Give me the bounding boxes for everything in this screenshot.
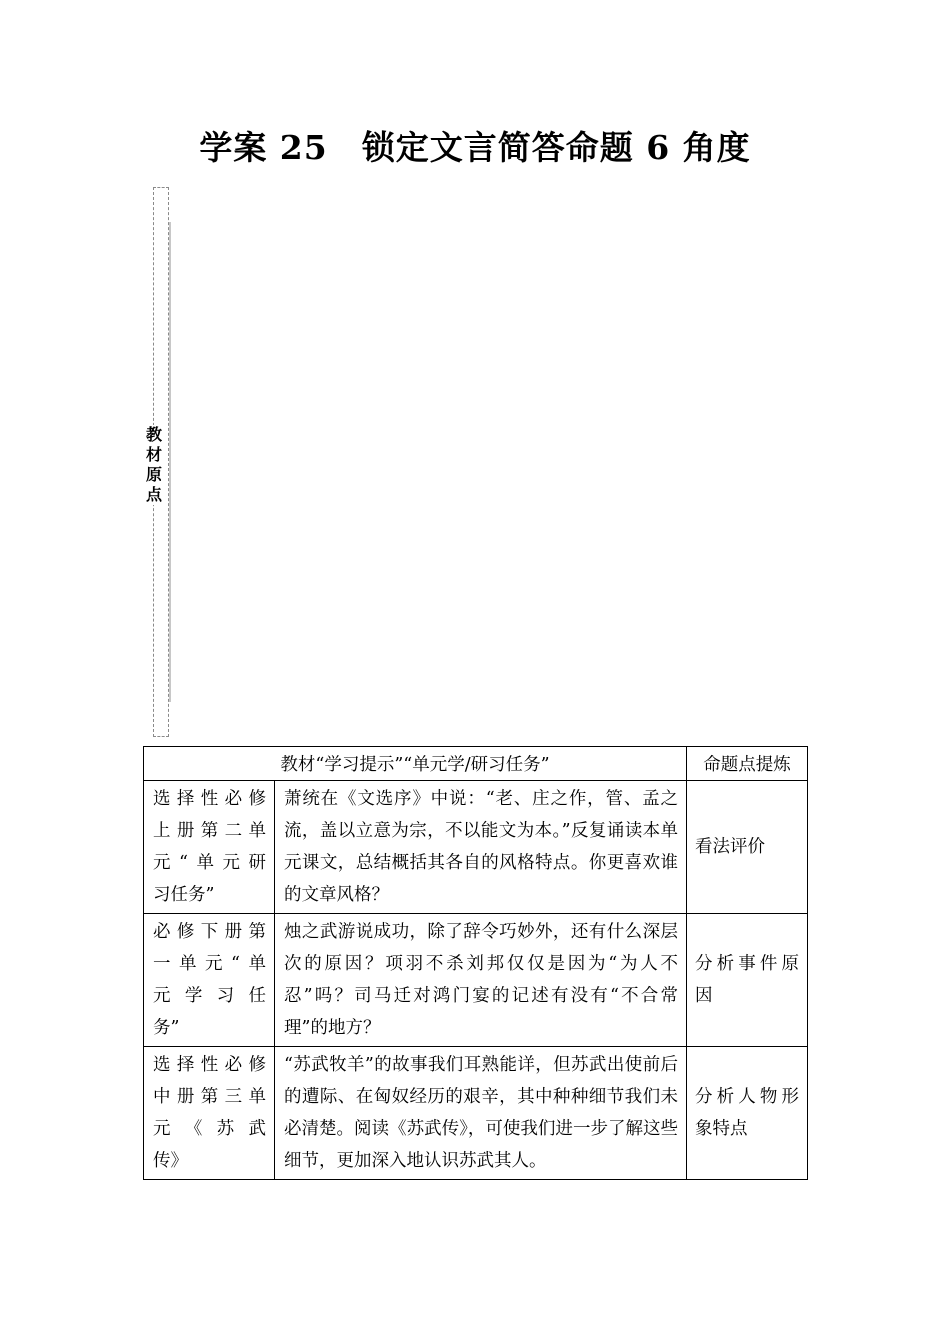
side-label-textbook-origin	[143, 425, 165, 505]
table-row	[144, 1047, 808, 1180]
page-title	[0, 122, 950, 169]
point-cell: 看法评价	[687, 781, 808, 914]
side-label-char: 材	[145, 445, 162, 464]
source-cell	[144, 914, 275, 1047]
table-row	[144, 914, 808, 1047]
source-line: 务”	[153, 1018, 180, 1038]
source-line: 元《苏武	[153, 1119, 266, 1139]
side-label-char: 教	[145, 425, 162, 444]
table-header-row	[144, 747, 808, 781]
source-line: 选择性必修	[153, 1055, 266, 1075]
content-cell: 烛之武游说成功，除了辞令巧妙外，还有什么深层次的原因？项羽不杀刘邦仅仅是因为“为人不忍”吗？司马迁对鸿门宴的记述有没有“不合常理”的地方？	[275, 914, 687, 1047]
source-cell	[144, 781, 275, 914]
source-line: 传》	[153, 1151, 188, 1171]
source-line: 一单元“单	[153, 954, 266, 974]
source-line: 元学习任	[153, 986, 266, 1006]
point-cell: 分析事件原因	[687, 914, 808, 1047]
source-line: 中册第三单	[153, 1087, 266, 1107]
task-table	[143, 746, 808, 1180]
source-line: 必修下册第	[153, 922, 266, 942]
point-cell: 分析人物形象特点	[687, 1047, 808, 1180]
source-cell	[144, 1047, 275, 1180]
header-proposition-point: 命题点提炼	[687, 747, 808, 781]
title-prefix: 学案 25	[199, 128, 328, 167]
header-task-source: 教材“学习提示”“单元学/研习任务”	[144, 747, 687, 781]
side-label-char: 点	[145, 485, 162, 504]
table-row	[144, 781, 808, 914]
content-cell: “苏武牧羊”的故事我们耳熟能详，但苏武出使前后的遭际、在匈奴经历的艰辛，其中种种细节我们未必清楚。阅读《苏武传》，可使我们进一步了解这些细节，更加深入地认识苏武其人。	[275, 1047, 687, 1180]
source-line: 选择性必修	[153, 789, 266, 809]
content-cell: 萧统在《文选序》中说：“老、庄之作，管、孟之流，盖以立意为宗，不以能文为本。”反复诵读本单元课文，总结概括其各自的风格特点。你更喜欢谁的文章风格？	[275, 781, 687, 914]
side-divider-line	[169, 222, 171, 702]
side-label-char: 原	[145, 465, 162, 484]
title-main: 锁定文言简答命题 6 角度	[361, 128, 751, 167]
source-line: 上册第二单	[153, 821, 266, 841]
source-line: 习任务”	[153, 885, 215, 905]
source-line: 元“单元研	[153, 853, 266, 873]
